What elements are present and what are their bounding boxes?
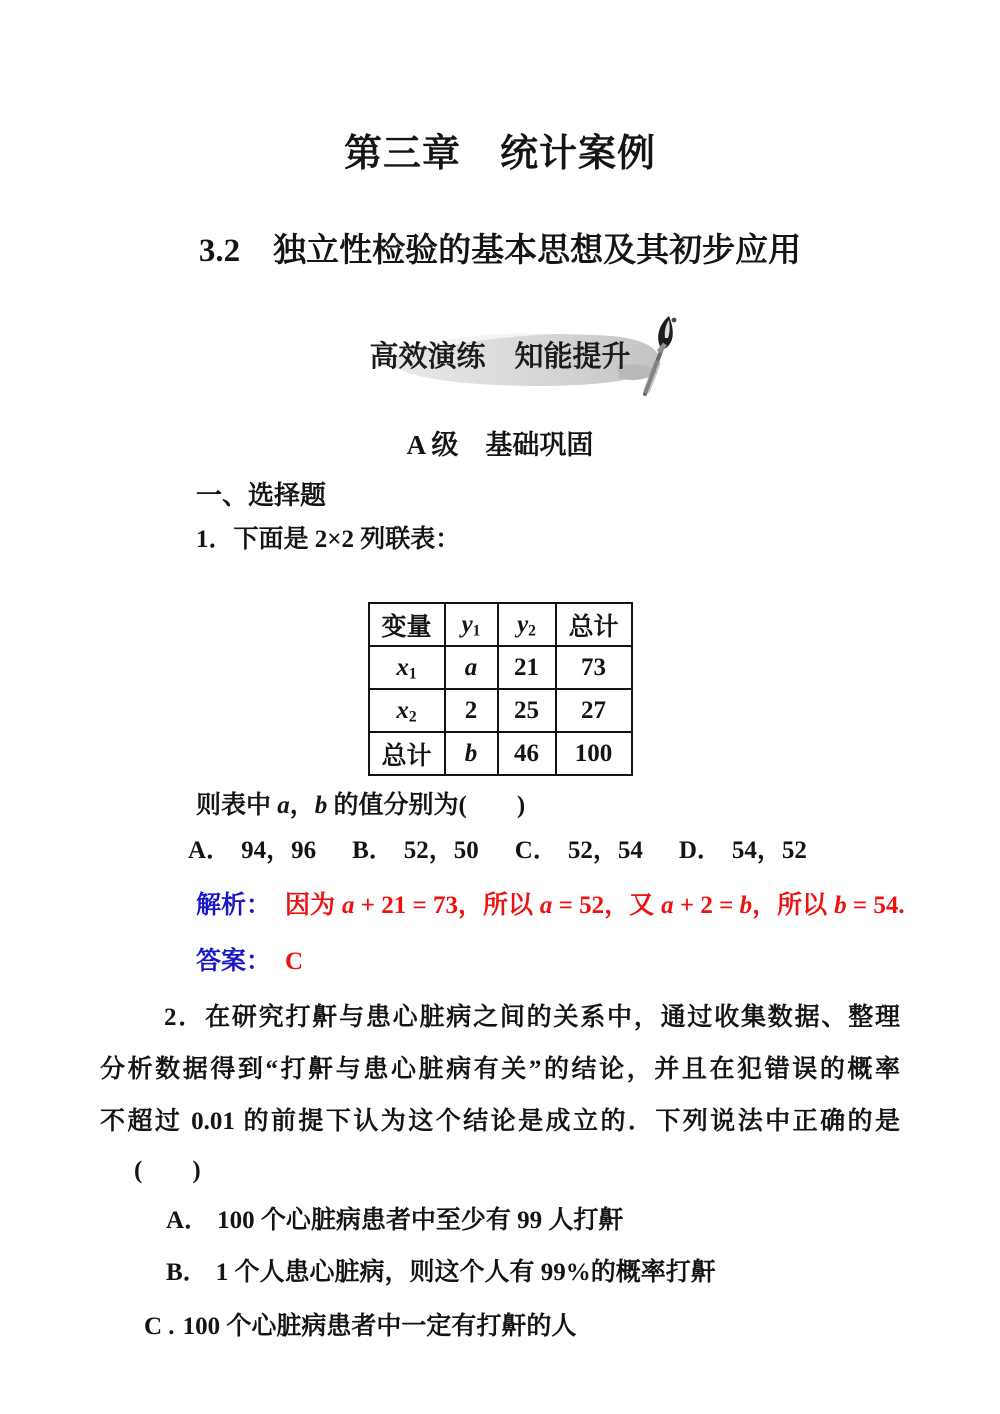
- page-content: [0, 130, 1000, 1352]
- table-cell: 27: [556, 689, 632, 732]
- table-row: [369, 646, 632, 689]
- table-total-row: [369, 732, 632, 775]
- q2-stem-line: 2．在研究打鼾与患心脏病之间的关系中，通过收集数据、整理: [164, 1004, 900, 1032]
- table-cell: 25: [498, 689, 556, 732]
- table-cell: a: [445, 646, 498, 689]
- exercise-banner: [345, 320, 655, 394]
- q1-analysis-line: 解析： 因为 a + 21 = 73，所以 a = 52，又 a + 2 = b，所以 b = 54.: [196, 891, 905, 920]
- paintbrush-icon: [623, 312, 683, 398]
- contingency-table: [368, 602, 633, 776]
- q1-option-c: C． 52，54: [514, 836, 643, 864]
- table-cell: 21: [498, 646, 556, 689]
- table-cell: $x_2$: [369, 689, 445, 732]
- table-header-cell: $y_2$: [498, 603, 556, 646]
- table-row: [369, 689, 632, 732]
- chapter-title: 第三章 统计案例: [343, 133, 656, 175]
- level-heading: A 级 基础巩固: [406, 429, 594, 460]
- banner-text: 高效演练 知能提升: [369, 340, 631, 373]
- q2-stem: [100, 992, 900, 1194]
- q2-stem-line: 分析数据得到“打鼾与患心脏病有关”的结论，并且在犯错误的概率: [100, 1056, 900, 1084]
- q1-stem: 1．下面是 2×2 列联表：: [196, 525, 461, 553]
- q2-option-b: B． 1 个人患心脏病，则这个人有 99%的概率打鼾: [166, 1259, 716, 1287]
- table-cell: 100: [556, 732, 632, 775]
- table-cell: 2: [445, 689, 498, 732]
- table-cell: 46: [498, 732, 556, 775]
- q1-option-d: D． 54，52: [678, 836, 807, 864]
- table-header-cell: $y_1$: [445, 603, 498, 646]
- q1-option-b: B． 52，50: [352, 836, 479, 864]
- q2-option-c: C . 100 个心脏病患者中一定有打鼾的人: [144, 1313, 577, 1341]
- answer-label: 答案：: [196, 946, 272, 975]
- part-heading: 一、选择题: [196, 480, 327, 511]
- table-cell: 73: [556, 646, 632, 689]
- table-header-row: [369, 603, 632, 646]
- analysis-label: 解析：: [196, 891, 272, 920]
- answer-value: C: [285, 947, 304, 975]
- q1-options-row: [100, 835, 900, 868]
- q2-stem-line: 不超过 0.01 的前提下认为这个结论是成立的．下列说法中正确的是: [100, 1108, 900, 1136]
- table-cell: 总计: [369, 732, 445, 775]
- q1-prompt: 则表中 a，b 的值分别为( ): [196, 792, 526, 820]
- table-header-cell: 总计: [556, 603, 632, 646]
- table-cell: b: [445, 732, 498, 775]
- q2-stem-line: ( ): [134, 1157, 201, 1185]
- table-cell: $x_1$: [369, 646, 445, 689]
- q1-answer-line: [100, 945, 900, 979]
- q1-option-a: A． 94，96: [188, 836, 317, 864]
- q2-option-a: A． 100 个心脏病患者中至少有 99 人打鼾: [166, 1207, 624, 1235]
- section-title: 3.2 独立性检验的基本思想及其初步应用: [198, 233, 802, 270]
- table-header-cell: 变量: [369, 603, 445, 646]
